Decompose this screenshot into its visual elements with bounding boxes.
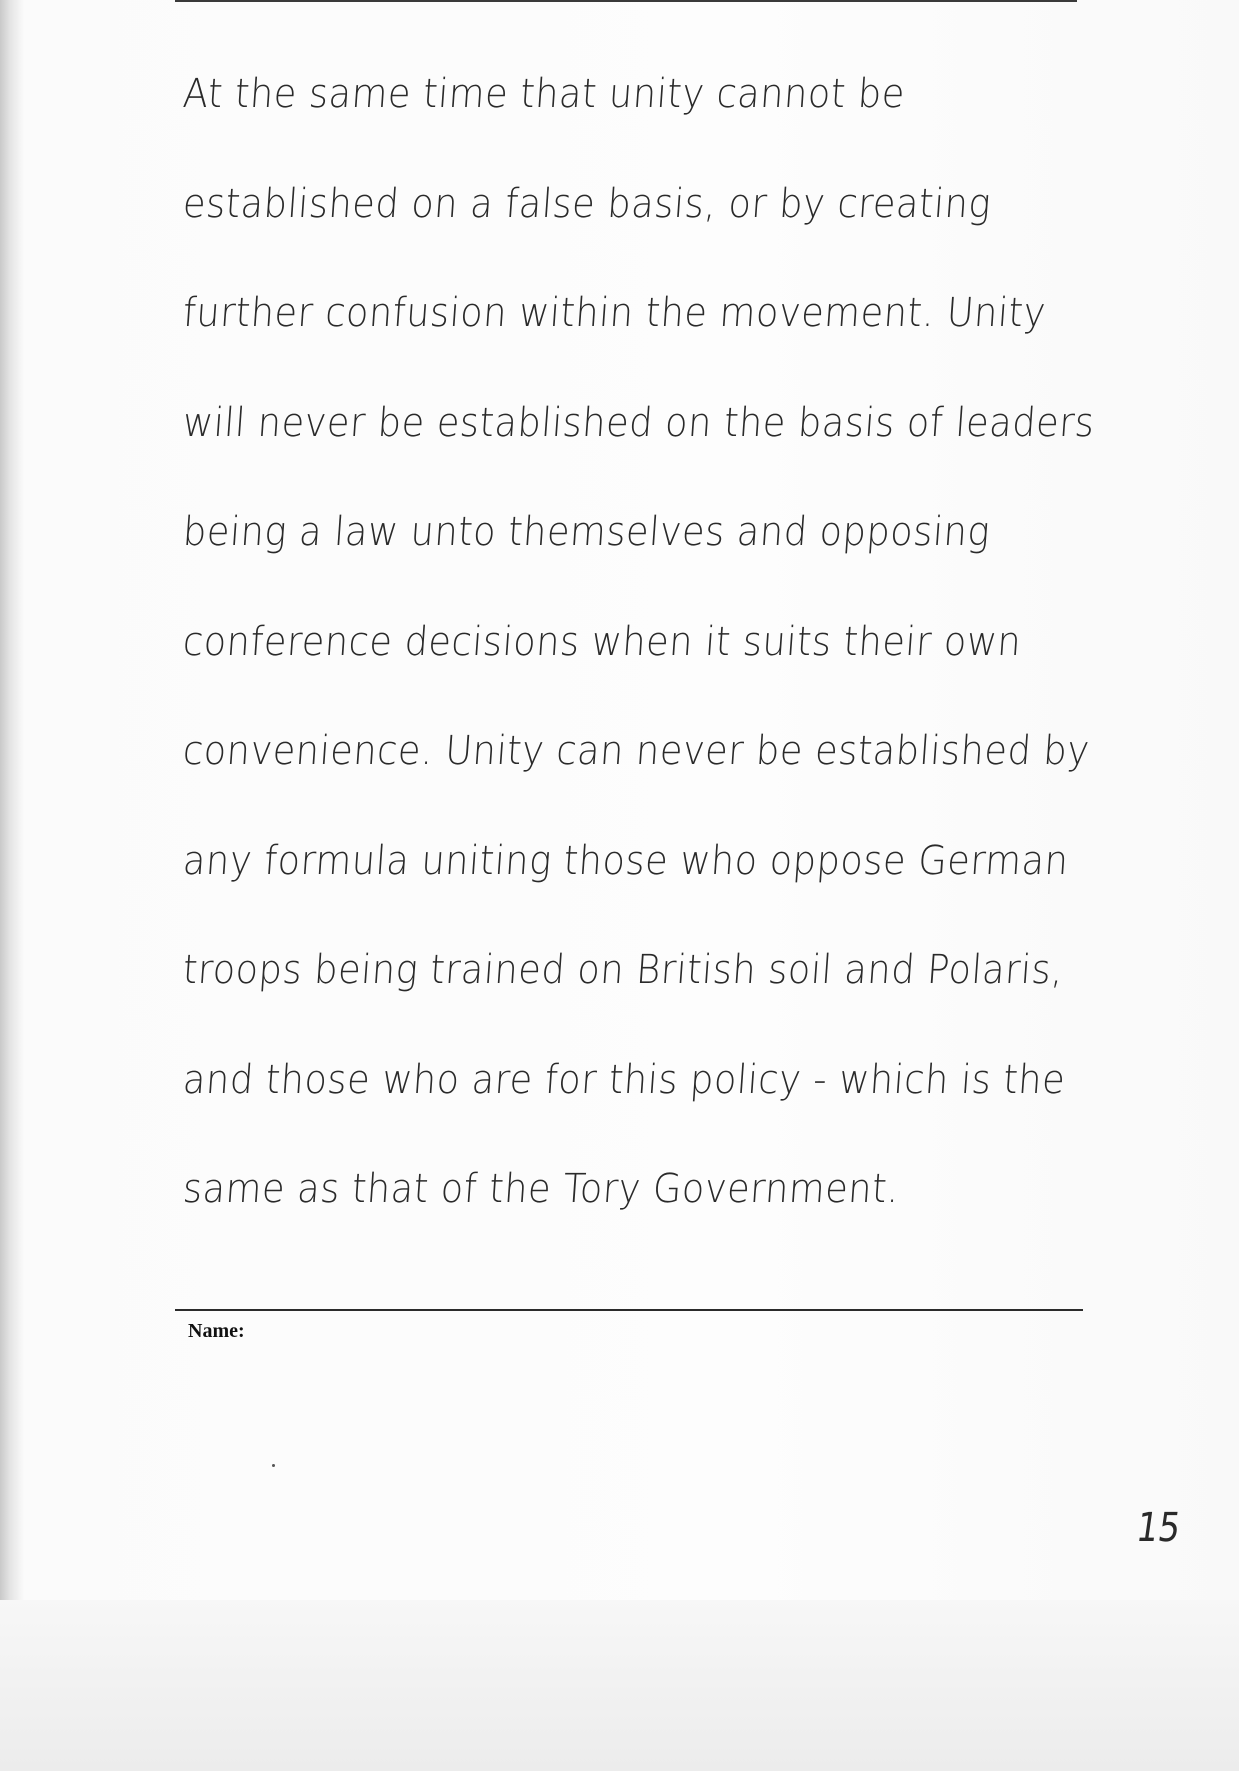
handwritten-line: and those who are for this policy - which is the — [181, 1056, 1067, 1103]
handwritten-line: any formula uniting those who oppose German — [181, 837, 1071, 884]
handwritten-line: established on a false basis, or by creating — [181, 180, 993, 227]
handwritten-line: At the same time that unity cannot be — [181, 71, 907, 117]
handwritten-line: conference decisions when it suits their own — [181, 618, 1023, 665]
scan-speck — [272, 1464, 275, 1467]
handwritten-line: same as that of the Tory Government. — [181, 1166, 901, 1212]
handwritten-line: convenience. Unity can never be established by — [181, 728, 1092, 774]
handwritten-line: further confusion within the movement. Unity — [181, 290, 1048, 336]
name-label: Name: — [188, 1320, 245, 1342]
handwritten-line: troops being trained on British soil and Polaris, — [181, 947, 1065, 993]
handwritten-passage — [183, 40, 1183, 1245]
top-rule-line — [175, 0, 1077, 2]
name-rule-line — [175, 1309, 1083, 1311]
scan-shadow — [0, 1600, 1239, 1771]
page-number: 15 — [1133, 1505, 1184, 1551]
handwritten-line: being a law unto themselves and opposing — [181, 509, 992, 555]
handwritten-line: will never be established on the basis of leaders — [181, 399, 1097, 446]
